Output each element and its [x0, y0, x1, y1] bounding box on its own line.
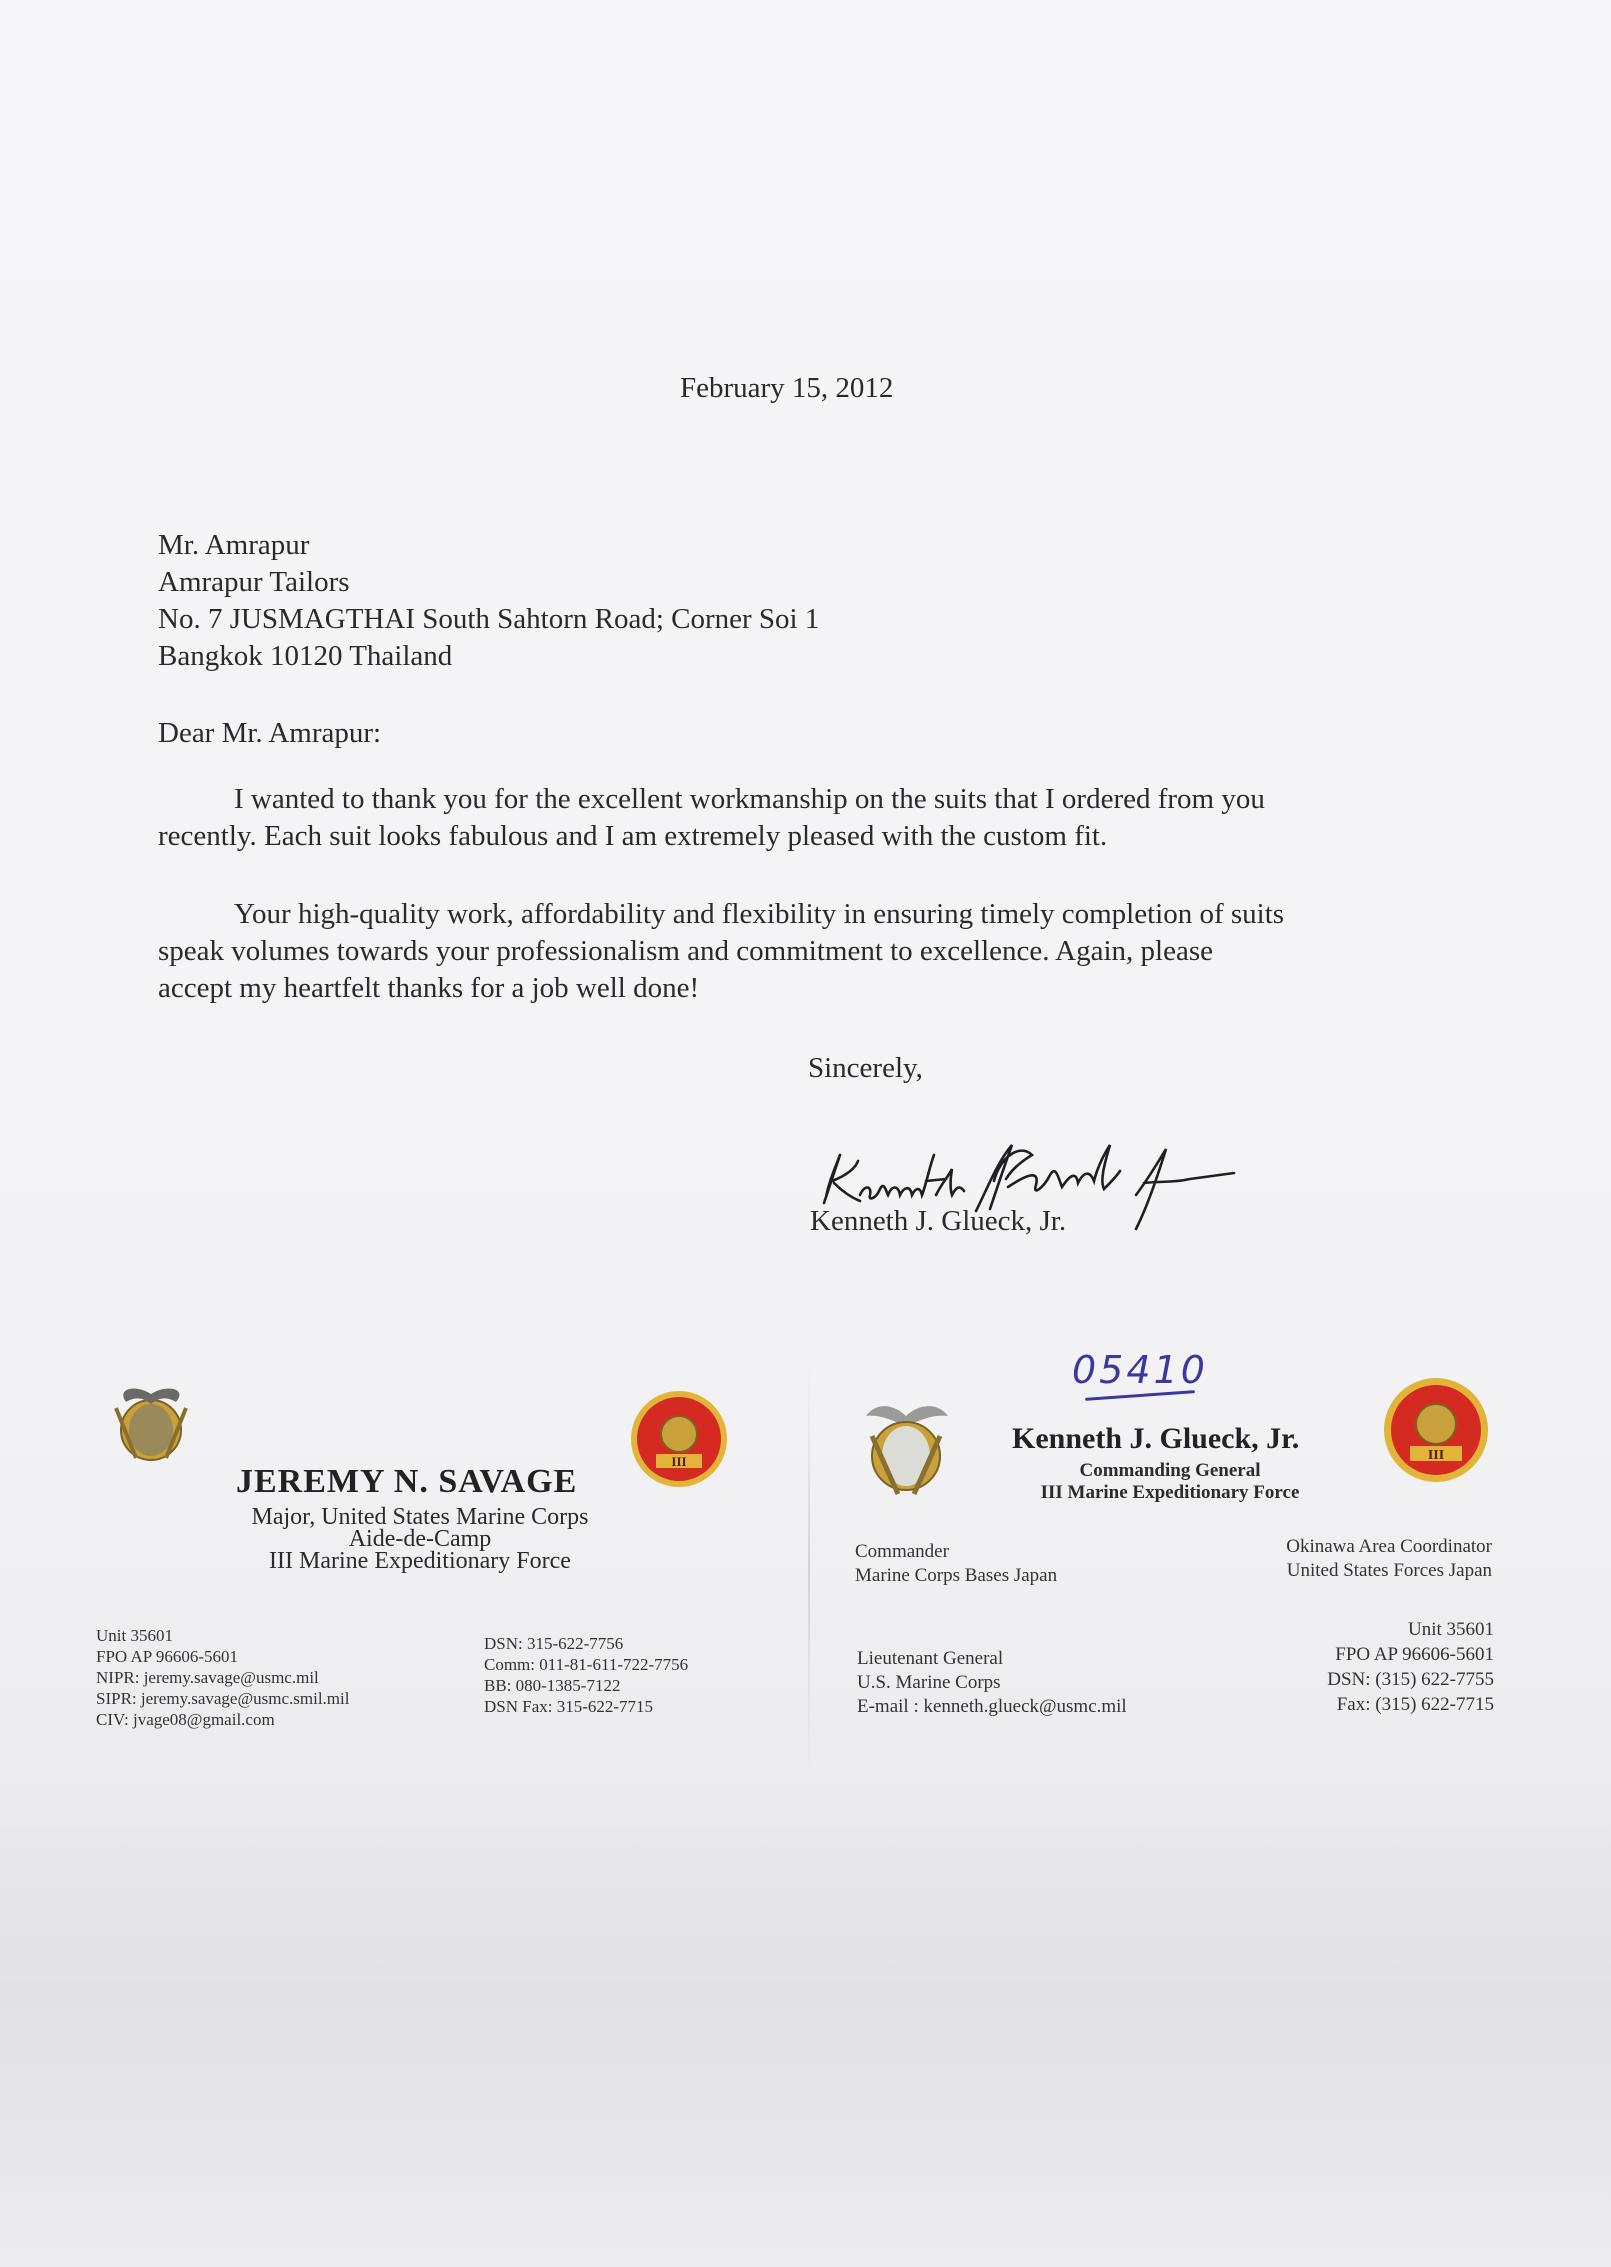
card2-line: United States Forces Japan — [1286, 1560, 1492, 1581]
card2-role — [1010, 1460, 1330, 1504]
card2-name: Kenneth J. Glueck, Jr. — [1012, 1422, 1300, 1455]
card1-title — [215, 1506, 625, 1572]
card2-line: DSN: (315) 622-7755 — [1327, 1669, 1494, 1690]
card1-contact-right — [484, 1633, 688, 1717]
closing: Sincerely, — [808, 1052, 923, 1084]
card1-contact-line: DSN Fax: 315-622-7715 — [484, 1697, 654, 1716]
body-paragraph-1 — [158, 781, 1458, 855]
paragraph-line: recently. Each suit looks fabulous and I am extremely pleased with the custom fit. — [158, 820, 1108, 852]
card1-contact-line: BB: 080-1385-7122 — [484, 1676, 621, 1695]
svg-text:III: III — [671, 1454, 687, 1469]
card1-name: JEREMY N. SAVAGE — [236, 1463, 578, 1500]
recipient-address — [158, 527, 819, 675]
card2-line: U.S. Marine Corps — [857, 1672, 1001, 1693]
card2-unit — [1250, 1617, 1494, 1717]
card2-role-line: III Marine Expeditionary Force — [1040, 1482, 1300, 1503]
card2-line: Lieutenant General — [857, 1648, 1004, 1669]
iii-mef-seal-icon — [1380, 1374, 1492, 1486]
card2-commander — [855, 1540, 1057, 1588]
letter-date: February 15, 2012 — [680, 372, 894, 404]
card1-title-line: Major, United States Marine Corps — [251, 1504, 589, 1530]
card2-line: E-mail : kenneth.glueck@usmc.mil — [857, 1696, 1127, 1717]
card1-contact-left — [96, 1625, 349, 1730]
paragraph-line: Your high-quality work, affordability and flexibility in ensuring timely completion of suits — [234, 898, 1285, 930]
address-line: Bangkok 10120 Thailand — [158, 640, 453, 672]
card1-contact-line: NIPR: jeremy.savage@usmc.mil — [96, 1668, 319, 1687]
svg-text:III: III — [1427, 1448, 1445, 1463]
card1-title-line: III Marine Expeditionary Force — [269, 1548, 571, 1574]
card2-line: Marine Corps Bases Japan — [855, 1565, 1058, 1586]
handwritten-code: 05410 — [1072, 1348, 1208, 1392]
card1-contact-line: SIPR: jeremy.savage@usmc.smil.mil — [96, 1689, 350, 1708]
paragraph-line: accept my heartfelt thanks for a job well done! — [158, 972, 700, 1004]
salutation: Dear Mr. Amrapur: — [158, 717, 382, 749]
card1-contact-line: FPO AP 96606-5601 — [96, 1647, 239, 1666]
card1-contact-line: Unit 35601 — [96, 1626, 173, 1645]
card1-contact-line: Comm: 011-81-611-722-7756 — [484, 1655, 689, 1674]
card2-line: Okinawa Area Coordinator — [1286, 1536, 1492, 1557]
iii-mef-seal-icon — [628, 1388, 730, 1490]
signer-name: Kenneth J. Glueck, Jr. — [810, 1205, 1067, 1237]
card1-title-line: Aide-de-Camp — [348, 1526, 492, 1552]
card2-line: Unit 35601 — [1407, 1619, 1494, 1640]
card2-rank — [857, 1647, 1127, 1719]
card1-contact-line: DSN: 315-622-7756 — [484, 1634, 624, 1653]
card2-line: Commander — [855, 1541, 949, 1562]
paragraph-line: speak volumes towards your professionalism and commitment to excellence. Again, please — [158, 935, 1214, 967]
card2-line: Fax: (315) 622-7715 — [1336, 1694, 1494, 1715]
card2-okinawa — [1240, 1535, 1492, 1583]
paragraph-line: I wanted to thank you for the excellent workmanship on the suits that I ordered from you — [234, 783, 1265, 815]
address-line: No. 7 JUSMAGTHAI South Sahtorn Road; Corner Soi 1 — [158, 603, 820, 635]
marine-corps-emblem-icon — [848, 1386, 964, 1502]
address-line: Amrapur Tailors — [158, 566, 350, 598]
card2-role-line: Commanding General — [1079, 1460, 1261, 1481]
marine-corps-emblem-icon — [96, 1368, 206, 1472]
body-paragraph-2 — [158, 896, 1458, 1007]
card1-contact-line: CIV: jvage08@gmail.com — [96, 1710, 275, 1729]
card2-line: FPO AP 96606-5601 — [1335, 1644, 1494, 1665]
card-divider — [808, 1365, 810, 1775]
address-line: Mr. Amrapur — [158, 529, 310, 561]
